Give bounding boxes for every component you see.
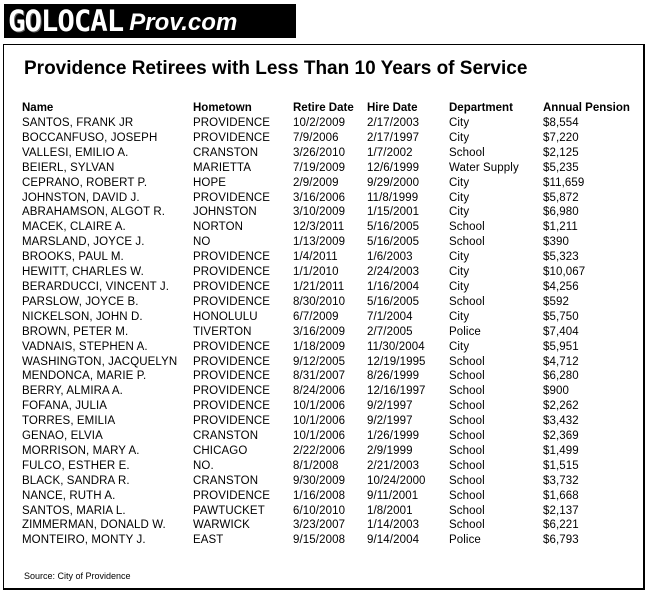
cell-hire-date: 9/29/2000 xyxy=(367,176,420,189)
cell-annual-pension: $2,125 xyxy=(543,146,579,159)
cell-retire-date: 2/22/2006 xyxy=(293,444,346,457)
cell-retire-date: 10/1/2006 xyxy=(293,415,346,428)
cell-hometown: PROVIDENCE xyxy=(193,489,271,502)
table-row xyxy=(22,444,638,459)
cell-retire-date: 1/18/2009 xyxy=(293,340,346,353)
cell-hometown: PROVIDENCE xyxy=(193,131,271,144)
cell-hire-date: 10/24/2000 xyxy=(367,474,426,487)
table-row xyxy=(22,161,638,176)
cell-hire-date: 8/26/1999 xyxy=(367,370,420,383)
cell-hometown: HOPE xyxy=(193,176,226,189)
cell-retire-date: 8/31/2007 xyxy=(293,370,346,383)
table-row xyxy=(22,384,638,399)
table-row xyxy=(22,518,638,533)
cell-annual-pension: $1,668 xyxy=(543,489,579,502)
table-row xyxy=(22,205,638,220)
cell-name: NANCE, RUTH A. xyxy=(22,489,116,502)
table-row xyxy=(22,369,638,384)
cell-department: City xyxy=(449,280,470,293)
cell-department: School xyxy=(449,355,485,368)
cell-annual-pension: $1,515 xyxy=(543,459,579,472)
cell-department: City xyxy=(449,191,470,204)
cell-name: BROWN, PETER M. xyxy=(22,325,129,338)
cell-hometown: PROVIDENCE xyxy=(193,251,271,264)
cell-hire-date: 9/11/2001 xyxy=(367,489,419,502)
cell-name: BOCCANFUSO, JOSEPH xyxy=(22,131,158,144)
cell-hometown: PROVIDENCE xyxy=(193,355,271,368)
golocalprov-logo[interactable] xyxy=(4,4,296,38)
cell-annual-pension: $5,951 xyxy=(543,340,579,353)
cell-retire-date: 3/10/2009 xyxy=(293,206,346,219)
cell-annual-pension: $6,980 xyxy=(543,206,579,219)
cell-department: Water Supply xyxy=(449,161,519,174)
cell-name: WASHINGTON, JACQUELYN xyxy=(22,355,178,368)
cell-department: City xyxy=(449,206,470,219)
cell-retire-date: 1/13/2009 xyxy=(293,236,346,249)
cell-hometown: CRANSTON xyxy=(193,474,259,487)
cell-name: MACEK, CLAIRE A. xyxy=(22,221,126,234)
cell-hometown: TIVERTON xyxy=(193,325,252,338)
cell-name: FULCO, ESTHER E. xyxy=(22,459,130,472)
cell-hire-date: 2/17/2003 xyxy=(367,117,420,129)
cell-department: School xyxy=(449,370,485,383)
cell-hometown: WARWICK xyxy=(193,519,250,532)
cell-annual-pension: $6,221 xyxy=(543,519,579,532)
cell-hire-date: 12/16/1997 xyxy=(367,385,426,398)
cell-retire-date: 1/21/2011 xyxy=(293,280,345,293)
cell-hometown: PROVIDENCE xyxy=(193,266,271,279)
table-row xyxy=(22,459,638,474)
cell-name: BERRY, ALMIRA A. xyxy=(22,385,123,398)
cell-hire-date: 2/21/2003 xyxy=(367,459,420,472)
cell-annual-pension: $390 xyxy=(543,236,569,249)
cell-retire-date: 10/1/2006 xyxy=(293,400,346,413)
cell-department: School xyxy=(449,415,485,428)
cell-hire-date: 1/26/1999 xyxy=(367,430,420,443)
cell-hometown: NO xyxy=(193,236,211,249)
cell-name: SANTOS, MARIA L. xyxy=(22,504,126,517)
retirees-table xyxy=(22,101,638,548)
table-row xyxy=(22,280,638,295)
cell-department: School xyxy=(449,221,485,234)
cell-name: BERARDUCCI, VINCENT J. xyxy=(22,280,170,293)
cell-hire-date: 1/6/2003 xyxy=(367,251,413,264)
cell-annual-pension: $2,262 xyxy=(543,400,579,413)
header-name: Name xyxy=(22,102,54,114)
table-row xyxy=(22,399,638,414)
table-row xyxy=(22,325,638,340)
cell-annual-pension: $1,211 xyxy=(543,221,578,234)
cell-name: TORRES, EMILIA xyxy=(22,415,116,428)
table-row xyxy=(22,295,638,310)
cell-hire-date: 1/7/2002 xyxy=(367,146,413,159)
table-row xyxy=(22,414,638,429)
cell-retire-date: 9/30/2009 xyxy=(293,474,346,487)
table-row xyxy=(22,250,638,265)
cell-annual-pension: $4,256 xyxy=(543,280,579,293)
cell-hire-date: 5/16/2005 xyxy=(367,295,420,308)
table-row xyxy=(22,504,638,519)
cell-hire-date: 5/16/2005 xyxy=(367,236,420,249)
cell-name: VADNAIS, STEPHEN A. xyxy=(22,340,148,353)
cell-name: BLACK, SANDRA R. xyxy=(22,474,130,487)
cell-hire-date: 5/16/2005 xyxy=(367,221,420,234)
cell-name: ABRAHAMSON, ALGOT R. xyxy=(22,206,166,219)
cell-hometown: NO. xyxy=(193,459,214,472)
table-row xyxy=(22,220,638,235)
table-row xyxy=(22,116,638,131)
cell-name: MENDONCA, MARIE P. xyxy=(22,370,147,383)
cell-department: City xyxy=(449,131,470,144)
table-row xyxy=(22,310,638,325)
cell-hometown: PROVIDENCE xyxy=(193,415,271,428)
cell-hometown: PROVIDENCE xyxy=(193,370,271,383)
cell-retire-date: 6/7/2009 xyxy=(293,310,339,323)
cell-hire-date: 2/17/1997 xyxy=(367,131,420,144)
cell-name: VALLESI, EMILIO A. xyxy=(22,146,129,159)
cell-name: ZIMMERMAN, DONALD W. xyxy=(22,519,166,532)
cell-hometown: PROVIDENCE xyxy=(193,280,271,293)
cell-retire-date: 10/2/2009 xyxy=(293,117,346,129)
cell-hometown: PROVIDENCE xyxy=(193,117,271,129)
cell-annual-pension: $8,554 xyxy=(543,117,579,129)
cell-name: SANTOS, FRANK JR xyxy=(22,117,134,129)
cell-retire-date: 1/4/2011 xyxy=(293,251,338,264)
cell-hire-date: 2/9/1999 xyxy=(367,444,413,457)
table-row xyxy=(22,265,638,280)
cell-hire-date: 9/2/1997 xyxy=(367,415,413,428)
cell-department: Police xyxy=(449,534,481,547)
cell-department: School xyxy=(449,400,485,413)
cell-retire-date: 2/9/2009 xyxy=(293,176,339,189)
cell-hire-date: 1/15/2001 xyxy=(367,206,420,219)
cell-annual-pension: $5,750 xyxy=(543,310,579,323)
cell-annual-pension: $2,137 xyxy=(543,504,579,517)
cell-retire-date: 6/10/2010 xyxy=(293,504,346,517)
table-row xyxy=(22,474,638,489)
cell-department: School xyxy=(449,504,485,517)
cell-hire-date: 1/14/2003 xyxy=(367,519,420,532)
cell-name: MARSLAND, JOYCE J. xyxy=(22,236,145,249)
cell-department: City xyxy=(449,251,470,264)
cell-retire-date: 1/16/2008 xyxy=(293,489,346,502)
header-department: Department xyxy=(449,102,513,114)
cell-hometown: EAST xyxy=(193,534,224,547)
cell-hometown: MARIETTA xyxy=(193,161,252,174)
cell-annual-pension: $11,659 xyxy=(543,176,585,189)
cell-annual-pension: $5,872 xyxy=(543,191,579,204)
cell-hire-date: 2/24/2003 xyxy=(367,266,420,279)
header-retire-date: Retire Date xyxy=(293,102,354,114)
logo-go-text: GO xyxy=(8,4,41,38)
table-body xyxy=(22,116,638,548)
cell-annual-pension: $900 xyxy=(543,385,569,398)
cell-retire-date: 9/12/2005 xyxy=(293,355,346,368)
source-note: Source: City of Providence xyxy=(24,571,131,581)
cell-annual-pension: $10,067 xyxy=(543,266,586,279)
cell-name: CEPRANO, ROBERT P. xyxy=(22,176,148,189)
cell-annual-pension: $6,280 xyxy=(543,370,579,383)
cell-hometown: CRANSTON xyxy=(193,430,259,443)
cell-name: JOHNSTON, DAVID J. xyxy=(22,191,140,204)
cell-hire-date: 11/30/2004 xyxy=(367,340,425,353)
cell-retire-date: 8/30/2010 xyxy=(293,295,346,308)
cell-hometown: PROVIDENCE xyxy=(193,295,271,308)
cell-hire-date: 12/19/1995 xyxy=(367,355,426,368)
cell-department: City xyxy=(449,117,470,129)
cell-annual-pension: $592 xyxy=(543,295,569,308)
cell-hometown: PROVIDENCE xyxy=(193,191,271,204)
logo-prov-text: Prov.com xyxy=(129,9,238,36)
cell-department: City xyxy=(449,176,470,189)
cell-retire-date: 3/23/2007 xyxy=(293,519,346,532)
cell-hire-date: 12/6/1999 xyxy=(367,161,420,174)
cell-annual-pension: $1,499 xyxy=(543,444,579,457)
cell-hometown: PROVIDENCE xyxy=(193,385,271,398)
cell-department: School xyxy=(449,474,485,487)
cell-name: BROOKS, PAUL M. xyxy=(22,251,124,264)
cell-retire-date: 3/26/2010 xyxy=(293,146,346,159)
cell-department: School xyxy=(449,295,485,308)
table-row xyxy=(22,429,638,444)
cell-hire-date: 1/8/2001 xyxy=(367,504,413,517)
cell-department: School xyxy=(449,236,485,249)
cell-name: NICKELSON, JOHN D. xyxy=(22,310,143,323)
table-row xyxy=(22,146,638,161)
table-row xyxy=(22,533,638,548)
cell-hometown: PROVIDENCE xyxy=(193,340,271,353)
cell-department: School xyxy=(449,489,485,502)
cell-department: School xyxy=(449,430,485,443)
cell-annual-pension: $4,712 xyxy=(543,355,579,368)
cell-name: FOFANA, JULIA xyxy=(22,400,108,413)
cell-annual-pension: $5,323 xyxy=(543,251,579,264)
cell-department: Police xyxy=(449,325,481,338)
table-row xyxy=(22,176,638,191)
cell-annual-pension: $6,793 xyxy=(543,534,579,547)
cell-annual-pension: $2,369 xyxy=(543,430,579,443)
cell-retire-date: 12/3/2011 xyxy=(293,221,345,234)
cell-name: MORRISON, MARY A. xyxy=(22,444,140,457)
table-row xyxy=(22,340,638,355)
cell-hire-date: 9/2/1997 xyxy=(367,400,413,413)
cell-name: MONTEIRO, MONTY J. xyxy=(22,534,146,547)
cell-retire-date: 1/1/2010 xyxy=(293,266,339,279)
cell-department: City xyxy=(449,266,470,279)
cell-name: HEWITT, CHARLES W. xyxy=(22,266,144,279)
cell-retire-date: 9/15/2008 xyxy=(293,534,346,547)
cell-name: GENAO, ELVIA xyxy=(22,430,103,443)
cell-department: School xyxy=(449,146,485,159)
cell-retire-date: 10/1/2006 xyxy=(293,430,346,443)
table-header-row xyxy=(22,101,638,116)
table-row xyxy=(22,489,638,504)
cell-hire-date: 9/14/2004 xyxy=(367,534,420,547)
cell-name: BEIERL, SYLVAN xyxy=(22,161,115,174)
cell-department: School xyxy=(449,444,485,457)
cell-department: City xyxy=(449,310,470,323)
cell-department: School xyxy=(449,519,485,532)
cell-annual-pension: $5,235 xyxy=(543,161,579,174)
cell-retire-date: 7/19/2009 xyxy=(293,161,346,174)
cell-department: School xyxy=(449,385,485,398)
cell-hire-date: 2/7/2005 xyxy=(367,325,413,338)
table-row xyxy=(22,191,638,206)
cell-department: City xyxy=(449,340,470,353)
header-hire-date: Hire Date xyxy=(367,102,418,114)
header-annual-pension: Annual Pension xyxy=(543,102,630,114)
cell-retire-date: 7/9/2006 xyxy=(293,131,339,144)
cell-annual-pension: $7,220 xyxy=(543,131,579,144)
table-row xyxy=(22,235,638,250)
cell-hometown: CHICAGO xyxy=(193,444,248,457)
cell-hometown: CRANSTON xyxy=(193,146,259,159)
cell-hometown: PROVIDENCE xyxy=(193,400,271,413)
cell-retire-date: 3/16/2006 xyxy=(293,191,346,204)
cell-retire-date: 8/1/2008 xyxy=(293,459,339,472)
cell-department: School xyxy=(449,459,485,472)
cell-hire-date: 7/1/2004 xyxy=(367,310,413,323)
cell-name: PARSLOW, JOYCE B. xyxy=(22,295,139,308)
logo-local-text: LOCAL xyxy=(40,4,124,38)
cell-retire-date: 8/24/2006 xyxy=(293,385,346,398)
cell-hire-date: 1/16/2004 xyxy=(367,280,420,293)
table-row xyxy=(22,355,638,370)
cell-annual-pension: $3,732 xyxy=(543,474,579,487)
cell-annual-pension: $3,432 xyxy=(543,415,579,428)
cell-hometown: NORTON xyxy=(193,221,244,234)
page-title: Providence Retirees with Less Than 10 Years of Service xyxy=(24,58,528,79)
table-row xyxy=(22,131,638,146)
cell-hometown: JOHNSTON xyxy=(193,206,257,219)
cell-retire-date: 3/16/2009 xyxy=(293,325,346,338)
cell-hometown: HONOLULU xyxy=(193,310,258,323)
cell-annual-pension: $7,404 xyxy=(543,325,579,338)
header-hometown: Hometown xyxy=(193,102,252,114)
cell-hire-date: 11/8/1999 xyxy=(367,191,419,204)
cell-hometown: PAWTUCKET xyxy=(193,504,265,517)
